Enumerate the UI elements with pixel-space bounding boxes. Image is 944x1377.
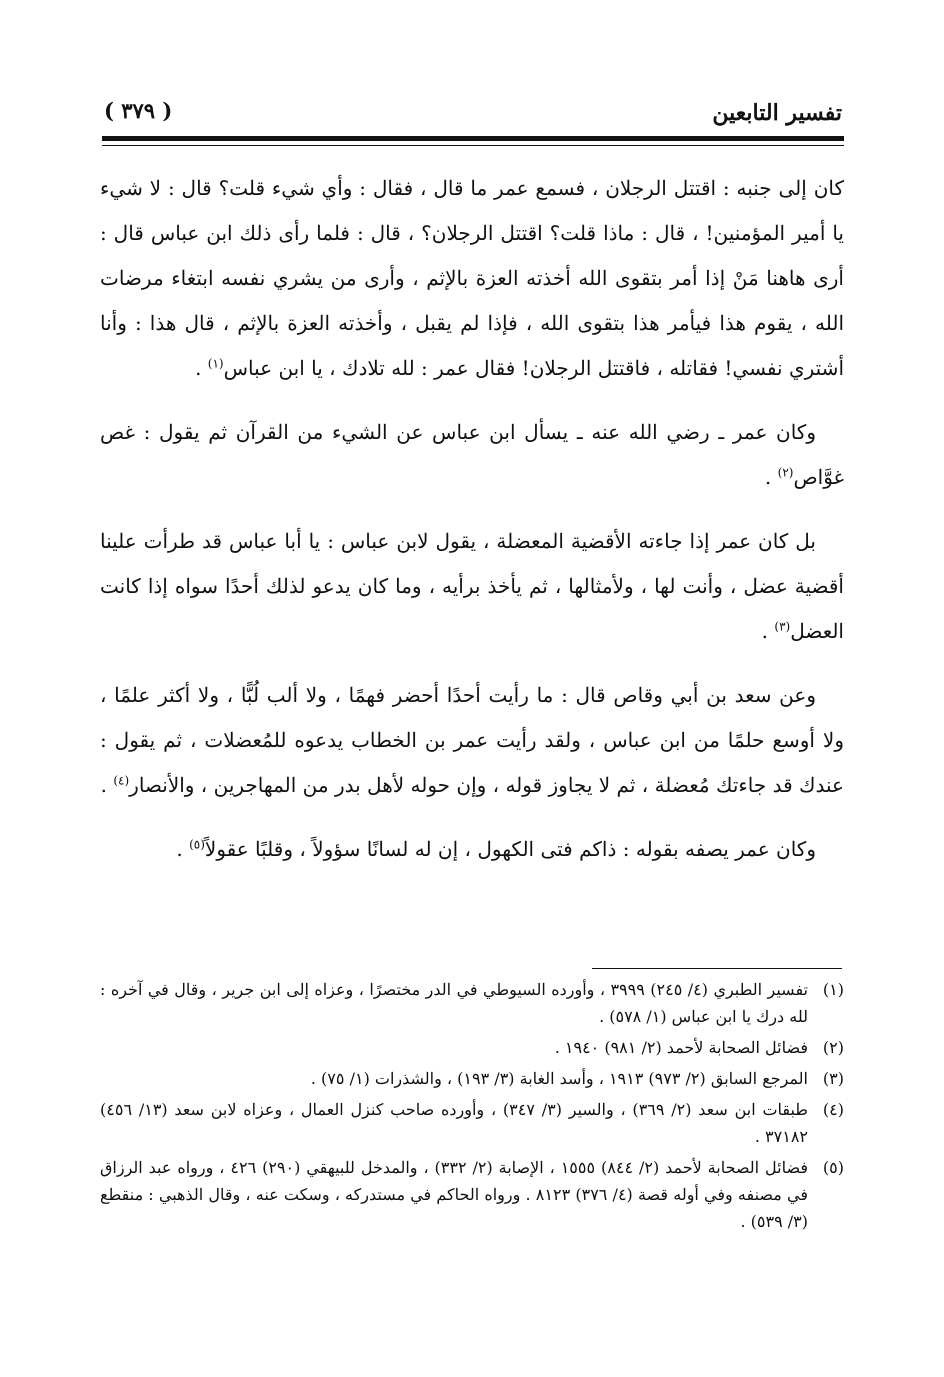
paragraph-end: . bbox=[100, 773, 114, 797]
paragraph-text: وعن سعد بن أبي وقاص قال : ما رأيت أحدًا أحضر فهمًا ، ولا ألب لُبًّا ، ولا أكثر علمًا ، ولا أوسع حلمًا من ابن عباس ، ولقد رأيت عمر بن الخطاب يدعوه للمُعضلات ، ثم يقول : عندك قد جاءتك مُعضلة ، ثم لا يجاوز قوله ، وإن حوله لأهل بدر من المهاجرين ، والأنصار bbox=[100, 683, 844, 797]
footnote-number: (١) bbox=[822, 980, 844, 999]
footnote-separator bbox=[592, 968, 842, 969]
header-rule-thick bbox=[102, 136, 844, 141]
page-number: ( ٣٧٩ ) bbox=[104, 98, 173, 123]
footnote-number: (٢) bbox=[822, 1038, 844, 1057]
footnote bbox=[100, 1034, 844, 1061]
footnote-text: فضائل الصحابة لأحمد (٢/ ٨٤٤) ١٥٥٥ ، الإصابة (٢/ ٣٣٢) ، والمدخل للبيهقي (٢٩٠) ٤٢٦ ، ورواه عبد الرزاق في مصنفه وفي أوله قصة (٤/ ٣٧٦) ٨١٢٣ . ورواه الحاكم في مستدركه ، وسكت عنه ، وقال الذهبي : منقطع (٣/ ٥٣٩) . bbox=[100, 1158, 809, 1231]
footnote-ref: (١) bbox=[207, 356, 224, 371]
footnote bbox=[100, 1065, 844, 1092]
paragraph-end: . bbox=[761, 619, 775, 643]
paragraph-end: . bbox=[195, 356, 208, 380]
footnote-ref: (٥) bbox=[189, 837, 205, 852]
footnotes bbox=[100, 976, 844, 1239]
footnote-text: فضائل الصحابة لأحمد (٢/ ٩٨١) ١٩٤٠ . bbox=[554, 1038, 808, 1057]
paragraph bbox=[100, 410, 844, 500]
paragraph-text: كان إلى جنبه : اقتتل الرجلان ، فسمع عمر ما قال ، فقال : وأي شيء قلت؟ قال : لا شيء يا أمير المؤمنين! ، قال : ماذا قلت؟ اقتتل الرجلان؟ ، قال : فلما رأى ذلك ابن عباس قال : أرى هاهنا مَنْ إذا أمر بتقوى الله أخذته العزة بالإثم ، وأرى من يشري نفسه ابتغاء مرضات الله ، يقوم هذا فيأمر هذا بتقوى الله ، فإذا لم يقبل ، وأخذته العزة بالإثم ، قال هذا : وأنا أشتري نفسي! فقاتله ، فاقتتل الرجلان! فقال عمر : لله تلادك ، يا ابن عباس bbox=[100, 176, 845, 380]
paragraph-text: وكان عمر ـ رضي الله عنه ـ يسأل ابن عباس عن الشيء من القرآن ثم يقول : غص غوَّاص bbox=[100, 420, 844, 489]
main-text bbox=[100, 166, 844, 891]
footnote bbox=[100, 1154, 844, 1235]
footnote-text: تفسير الطبري (٤/ ٢٤٥) ٣٩٩٩ ، وأورده السيوطي في الدر مختصرًا ، وعزاه إلى ابن جرير ، وقال في آخره : لله درك يا ابن عباس (١/ ٥٧٨) . bbox=[100, 980, 809, 1026]
footnote-ref: (٢) bbox=[777, 465, 794, 480]
paragraph bbox=[100, 673, 844, 808]
footnote-number: (٥) bbox=[822, 1158, 844, 1177]
paragraph-text: بل كان عمر إذا جاءته الأقضية المعضلة ، يقول لابن عباس : يا أبا عباس قد طرأت علينا أقضية عضل ، وأنت لها ، ولأمثالها ، ثم يأخذ برأيه ، وما كان يدعو لذلك أحدًا سواه إذا كانت العضل bbox=[100, 529, 844, 643]
paragraph bbox=[100, 166, 844, 391]
footnote-number: (٣) bbox=[822, 1069, 844, 1088]
paragraph bbox=[100, 519, 844, 654]
paragraph-text: وكان عمر يصفه بقوله : ذاكم فتى الكهول ، إن له لسانًا سؤولاً ، وقلبًا عقولاً bbox=[204, 837, 816, 861]
footnote bbox=[100, 976, 844, 1030]
page-header bbox=[104, 96, 842, 132]
footnote-text: طبقات ابن سعد (٢/ ٣٦٩) ، والسير (٣/ ٣٤٧) ، وأورده صاحب كنزل العمال ، وعزاه لابن سعد (١٣/ ٤٥٦) ٣٧١٨٢ . bbox=[100, 1100, 809, 1146]
paragraph-end: . bbox=[176, 837, 190, 861]
footnote-ref: (٣) bbox=[774, 619, 791, 634]
paragraph-end: . bbox=[764, 465, 778, 489]
running-title: تفسير التابعين bbox=[712, 100, 842, 126]
paragraph bbox=[100, 827, 844, 872]
footnote-text: المرجع السابق (٢/ ٩٧٣) ١٩١٣ ، وأسد الغابة (٣/ ١٩٣) ، والشذرات (١/ ٧٥) . bbox=[310, 1069, 808, 1088]
header-rule-thin bbox=[102, 145, 844, 146]
footnote-number: (٤) bbox=[822, 1100, 844, 1119]
footnote bbox=[100, 1096, 844, 1150]
footnote-ref: (٤) bbox=[113, 773, 130, 788]
